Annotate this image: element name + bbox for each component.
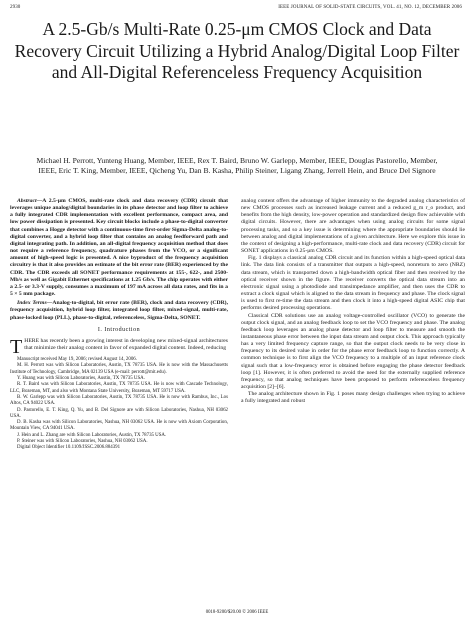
- section-heading-introduction: I. Introduction: [97, 326, 141, 333]
- left-column: [10, 198, 228, 452]
- intro-paragraph-4: The analog architecture shown in Fig. 1 poses many design challenges when trying to achieve a fully integrated and robust: [241, 391, 465, 405]
- intro-paragraph-continued: analog content offers the advantage of higher immunity to the degraded analog characteristics of new CMOS processes such as increased leakage current and a reduced g_m r_o product, and benefits from the high density, low-power operation and standardized design flow achievable with digital circuits. However, there are advantages when using analog circuits for some signal processing tasks, and so a key issue is determining where the appropriate boundaries should lie between analog and digital implementations of a given architecture. Here we explore this issue in the context of designing a high-performance, multi-rate clock and data recovery (CDR) circuit for SONET applications in 0.25-μm CMOS.: [241, 198, 465, 255]
- footnote-affiliation: M. H. Perrott was with Silicon Laboratories, Austin, TX 78735 USA. He is now with the Massachusetts Institute of Technology, Cambridge, MA 02139 USA (e-mail: perrott@mit.edu).: [10, 363, 228, 375]
- footnote-doi: Digital Object Identifier 10.1109/JSSC.2006.884391: [17, 445, 121, 451]
- page-number: 2930: [10, 5, 21, 10]
- journal-header: IEEE JOURNAL OF SOLID-STATE CIRCUITS, VOL. 41, NO. 12, DECEMBER 2006: [278, 5, 462, 10]
- footnote-affiliation: Y. Huang was with Silicon Laboratories, Austin, TX 78735 USA.: [17, 376, 145, 382]
- abstract-text: A 2.5-μm CMOS, multi-rate clock and data recovery (CDR) circuit that leverages unique analog/digital boundaries in its phase detector and loop filter to achieve a fully integrated CDR implementation with excellent performance, compact area, and low power dissipation is presented. Key circuit blocks include a phase-to-digital converter that combines a Hogge detector with a continuous-time first-order Sigma-Delta analog-to-digital converter, and a hybrid loop filter that contains an analog feedforward path and digital integrating path. In addition, an all-digital frequency acquisition method that does not require a reference frequency, quadrature phases from the VCO, or a significant amount of high-speed logic is presented. A nice byproduct of the frequency acquisition circuitry is that it also provides an estimate of the bit error rate (BER) experienced by the CDR. The CDR exceeds all SONET performance requirements at 155-, 622-, and 2500-Mb/s as well as Gigabit Ethernet specifications at 1.25 Gb/s. The chip operates with either a 2.5- or 3.3-V supply, consumes a maximum of 197 mA across all data rates, and fits in a 5 × 5 mm package.: [10, 198, 228, 298]
- drop-cap: T: [10, 335, 23, 358]
- author-list: Michael H. Perrott, Yunteng Huang, Member, IEEE, Rex T. Baird, Bruno W. Garlepp, Member, IEEE, Douglas Pastorello, Member, IEEE, Eric T. King, Member, IEEE, Qicheng Yu, Dan B. Kasha, Philip Steiner, Ligang Zhang, Jerrell Hein, and Bruce Del Signore: [36, 156, 438, 176]
- paper-title: A 2.5-Gb/s Multi-Rate 0.25-μm CMOS Clock and Data Recovery Circuit Utilizing a Hybrid Analog/Digital Loop Filter and All-Digital Referenceless Frequency Acquisition: [14, 19, 460, 82]
- intro-paragraph-1: [10, 335, 228, 358]
- footnote-affiliation: D. B. Kasha was with Silicon Laboratories, Nashua, NH 03062 USA. He is now with Axiom Corporation, Mountain View, CA 94041 USA.: [10, 420, 228, 432]
- footnote-affiliation: J. Hein and L. Zhang are with Silicon Laboratories, Austin, TX 78735 USA.: [17, 432, 167, 438]
- intro-paragraph-3: Classical CDR solutions use an analog voltage-controlled oscillator (VCO) to generate the output clock signal, and an analog feedback loop to set the VCO frequency and phase. The analog feedback loop leverages an analog phase detector and loop filter to measure and smooth the instantaneous phase error between the input data stream and output clock. This approach typically has a very limited frequency capture range, so that the output clock needs to be very close in frequency to its desired value in order for the phase error feedback loop to function correctly. A common technique is to first align the VCO frequency to a multiple of an input reference clock signal such that a low-frequency error is obtained before engaging the phase detector feedback loop [1]. However, it is often preferred to avoid the need for the externally supplied reference frequency, so that analog techniques have been proposed to perform referenceless frequency acquisition [2]–[6].: [241, 312, 465, 391]
- index-terms: [10, 300, 228, 321]
- index-terms-text: Analog-to-digital, bit error rate (BER), clock and data recovery (CDR), frequency acquisition, hybrid loop filter, integrated loop filter, mixed-signal, multi-rate, phase-locked loop (PLL), phase-to-digital, referenceless, Sigma-Delta, SONET.: [10, 300, 228, 321]
- footnote-affiliation: R. T. Baird was with Silicon Laboratories, Austin, TX 78735 USA. He is now with Cascade Technology, LLC, Bozeman, MT, and also with Montana State University, Bozeman, MT 59717 USA.: [10, 382, 228, 394]
- index-terms-label: Index Terms—: [17, 300, 53, 307]
- intro-paragraph-1-text: HERE has recently been a growing interest in developing new mixed-signal architectures that minimize their analog content in favor of expanded digital content. Indeed, reducing: [24, 337, 228, 351]
- footnote-received: Manuscript received May 19, 2006; revised August 14, 2006.: [17, 357, 137, 363]
- footnote-affiliation: B. W. Garlepp was with Silicon Laboratories, Austin, TX 78735 USA. He is now with Rambus, Inc., Los Altos, CA 94022 USA.: [10, 394, 228, 407]
- footnote-affiliation: D. Pastorello, E. T. King, Q. Yu, and B. Del Signore are with Silicon Laboratories, Nashua, NH 03062 USA.: [10, 407, 228, 419]
- intro-paragraph-2: Fig. 1 displays a classical analog CDR circuit and its function within a high-speed optical data link. The data link consists of a transmitter that outputs a high-speed, nonreturn to zero (NRZ) data stream, which is transported down a high-bandwidth optical fiber and then received by the optical receiver shown in the figure. The receiver converts the optical data stream into an electronic signal using a photodiode and transimpedance amplifier, and then uses the CDR to extract a clock signal which is aligned to the data stream in frequency and phase. The clock signal is used to first re-time the data stream and then clock it into a high-speed digital ASIC chip that performs desired processing operations.: [241, 255, 465, 312]
- abstract-label: Abstract—: [17, 198, 43, 204]
- abstract: [10, 198, 228, 298]
- copyright-footer: 0018-9200/$20.00 © 2006 IEEE: [205, 610, 269, 615]
- footnote-affiliation: P. Steiner was with Silicon Laboratories, Nashua, NH 03062 USA.: [17, 438, 148, 444]
- right-column: [241, 198, 465, 406]
